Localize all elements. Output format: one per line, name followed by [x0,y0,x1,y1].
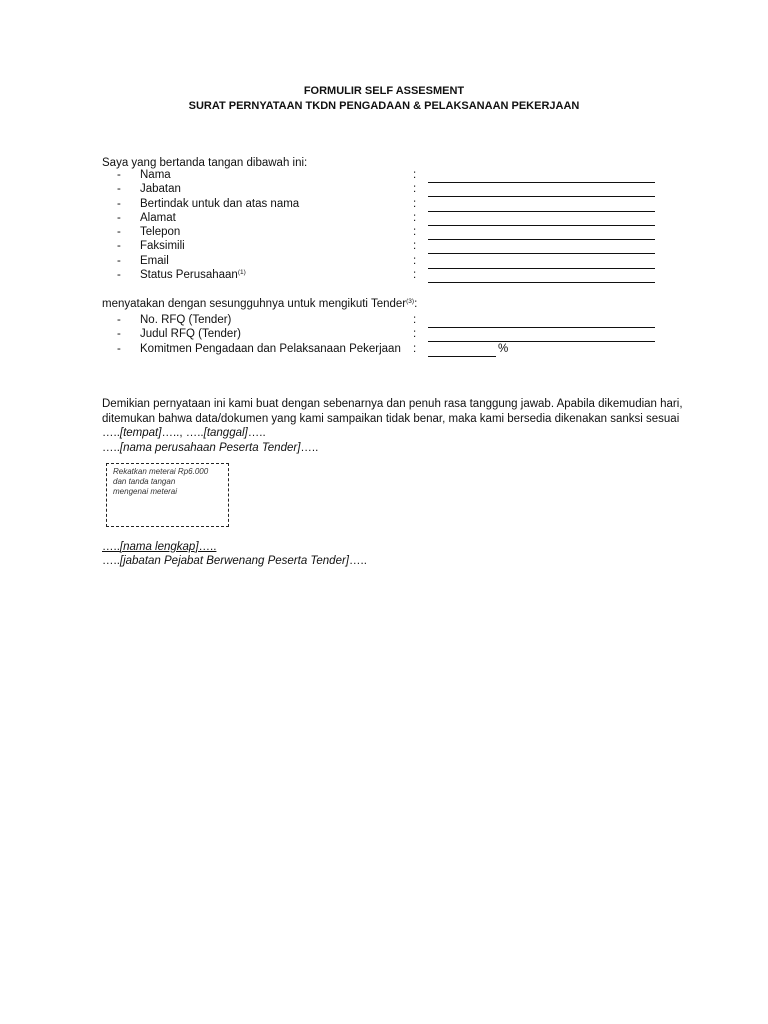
field-label: Jabatan [140,183,181,196]
field-colon: : [413,169,417,181]
field-colon: : [413,197,417,210]
field-colon: : [413,226,417,239]
field-row-komitmen [0,342,768,356]
list-dash: - [117,169,121,181]
field-row-email [0,254,768,268]
field-label: Faksimili [140,240,185,253]
field-colon: : [413,328,417,341]
list-dash: - [117,197,121,210]
field-row-telepon [0,225,768,239]
komitmen-percent-field[interactable] [428,356,496,357]
document-title: FORMULIR SELF ASSESMENT [303,85,465,97]
stamp-instruction: dan tanda tangan [113,477,176,486]
field-colon: : [413,314,417,326]
list-dash: - [117,240,121,253]
list-dash: - [117,328,121,341]
field-row-rfq-title [0,327,768,341]
tender-intro: menyatakan dengan sesungguhnya untuk mengikuti Tender$^{(3)}$: [102,298,418,310]
stamp-instruction: mengenai meterai [113,487,178,496]
document-subtitle: SURAT PERNYATAAN TKDN PENGADAAN & PELAKSANAAN PEKERJAAN [188,100,580,112]
stamp-instruction: Rekatkan meterai Rp6.000 [113,467,209,476]
place-date-line: …..[tempat]….., …..[tanggal]….. [102,427,266,439]
field-row-rfq-no [0,313,768,327]
field-label: Status Perusahaan$^{(1)}$ [140,269,246,282]
field-row-status [0,268,768,282]
field-colon: : [413,211,417,224]
signatory-name: …..[nama lengkap]….. [102,541,217,553]
field-row-jabatan [0,182,768,196]
field-label: No. RFQ (Tender) [140,314,232,326]
company-name-line: …..[nama perusahaan Peserta Tender]….. [102,442,319,454]
field-colon: : [413,254,417,267]
field-label: Judul RFQ (Tender) [140,328,241,341]
field-row-bertindak [0,197,768,211]
signatory-title: …..[jabatan Pejabat Berwenang Peserta Tender]….. [102,555,367,567]
field-row-nama [0,168,768,182]
field-colon: : [413,342,417,355]
field-colon: : [413,183,417,196]
statement-paragraph [102,397,683,426]
stamp-box [106,463,229,527]
list-dash: - [117,183,121,196]
field-row-faksimili [0,239,768,253]
field-label: Email [140,254,169,267]
list-dash: - [117,269,121,282]
tender-fields [0,313,768,356]
percent-sign: % [498,342,509,355]
status-perusahaan-field[interactable] [428,282,655,283]
list-dash: - [117,226,121,239]
field-label: Komitmen Pengadaan dan Pelaksanaan Pekerjaan [140,342,401,355]
paragraph-line: Demikian pernyataan ini kami buat dengan sebenarnya dan penuh rasa tanggung jawab. Apabila dikemudian hari, [102,398,683,410]
field-label: Telepon [140,226,181,239]
field-label: Alamat [140,211,176,224]
list-dash: - [117,342,121,355]
field-row-alamat [0,211,768,225]
field-label: Nama [140,169,171,181]
intro-text: Saya yang bertanda tangan dibawah ini: [102,157,308,169]
field-colon: : [413,269,417,282]
field-colon: : [413,240,417,253]
list-dash: - [117,314,121,326]
list-dash: - [117,211,121,224]
identity-fields [0,168,768,282]
paragraph-line: ditemukan bahwa data/dokumen yang kami sampaikan tidak benar, maka kami bersedia dikenakan sanksi sesuai [102,412,680,425]
field-label: Bertindak untuk dan atas nama [140,197,300,210]
list-dash: - [117,254,121,267]
